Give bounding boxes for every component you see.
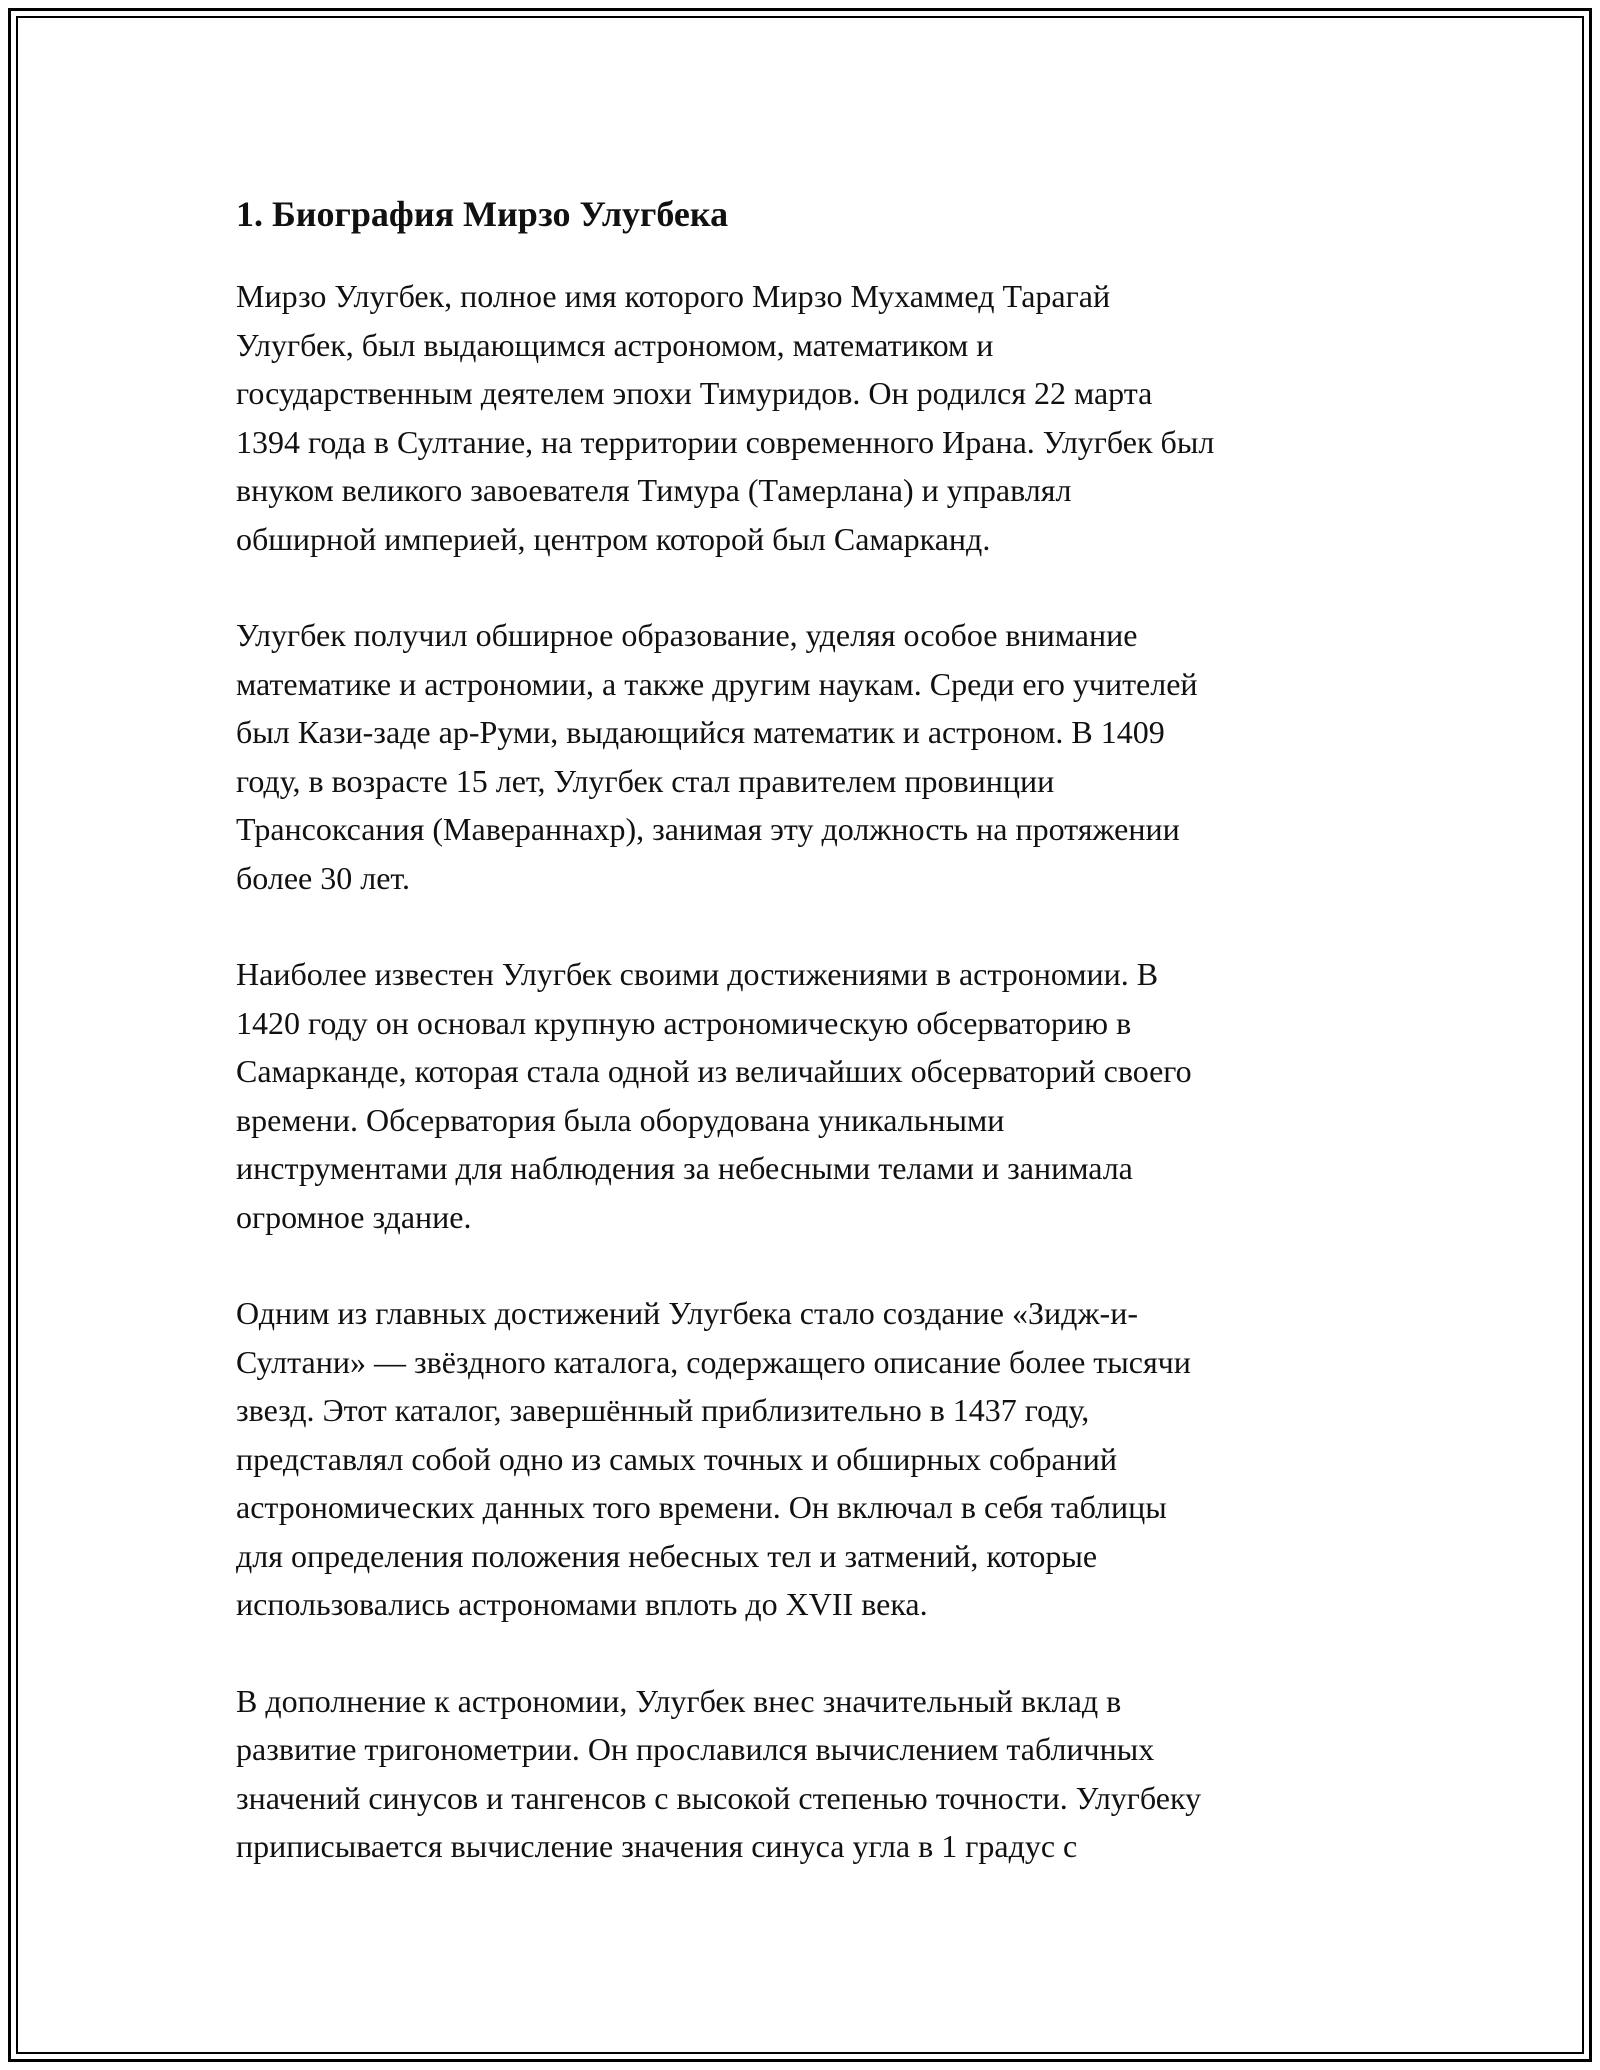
text-line: инструментами для наблюдения за небесными телами и занимала (236, 1150, 1133, 1186)
text-line: Самарканде, которая стала одной из величайших обсерваторий своего (236, 1053, 1192, 1089)
text-line: звезд. Этот каталог, завершённый приблизительно в 1437 году, (236, 1392, 1090, 1428)
text-line: астрономических данных того времени. Он включал в себя таблицы (236, 1489, 1167, 1525)
text-line: Мирзо Улугбек, полное имя которого Мирзо Мухаммед Тарагай (236, 278, 1111, 314)
text-line: огромное здание. (236, 1198, 472, 1235)
text-line: развитие тригонометрии. Он прославился вычислением табличных (236, 1731, 1155, 1767)
text-line: В дополнение к астрономии, Улугбек внес значительный вклад в (236, 1682, 1122, 1719)
text-line: Султани» — звёздного каталога, содержащего описание более тысячи (236, 1343, 1191, 1380)
text-line: Трансоксания (Мавераннахр), занимая эту должность на протяжении (236, 811, 1180, 847)
text-line: обширной империей, центром которой был Самарканд. (236, 520, 991, 557)
text-line: Улугбек получил обширное образование, уделяя особое внимание (236, 617, 1138, 653)
text-line: представлял собой одно из самых точных и обширных собраний (236, 1440, 1118, 1477)
text-line: 1394 года в Султание, на территории современного Ирана. Улугбек был (236, 423, 1215, 460)
section-heading: 1. Биография Мирзо Улугбека (236, 194, 729, 234)
text-line: был Кази-заде ар-Руми, выдающийся математик и астроном. В 1409 (236, 714, 1165, 750)
text-line: для определения положения небесных тел и затмений, которые (236, 1537, 1098, 1574)
text-line: более 30 лет. (236, 859, 410, 896)
paragraph-5 (236, 1677, 1376, 1871)
text-line: Одним из главных достижений Улугбека стало создание «Зидж-и- (236, 1295, 1138, 1331)
paragraph-4 (236, 1289, 1376, 1629)
paragraph-1 (236, 272, 1376, 563)
text-line: значений синусов и тангенсов с высокой степенью точности. Улугбеку (236, 1779, 1202, 1816)
text-line: приписывается вычисление значения синуса угла в 1 градус с (236, 1828, 1078, 1864)
text-line: внуком великого завоевателя Тимура (Тамерлана) и управлял (236, 472, 1072, 508)
paragraph-3 (236, 950, 1376, 1241)
text-line: году, в возрасте 15 лет, Улугбек стал правителем провинции (236, 762, 1055, 799)
text-line: государственным деятелем эпохи Тимуридов. Он родился 22 марта (236, 375, 1153, 411)
text-line: времени. Обсерватория была оборудована уникальными (236, 1101, 1005, 1138)
text-line: 1420 году он основал крупную астрономическую обсерваторию в (236, 1004, 1132, 1041)
text-line: Улугбек, был выдающимся астрономом, математиком и (236, 326, 994, 363)
document-body (236, 186, 1376, 1919)
text-line: Наиболее известен Улугбек своими достижениями в астрономии. В (236, 956, 1159, 992)
paragraph-2 (236, 611, 1376, 902)
text-line: математике и астрономии, а также другим наукам. Среди его учителей (236, 665, 1198, 702)
text-line: использовались астрономами вплоть до XVII века. (236, 1586, 928, 1622)
